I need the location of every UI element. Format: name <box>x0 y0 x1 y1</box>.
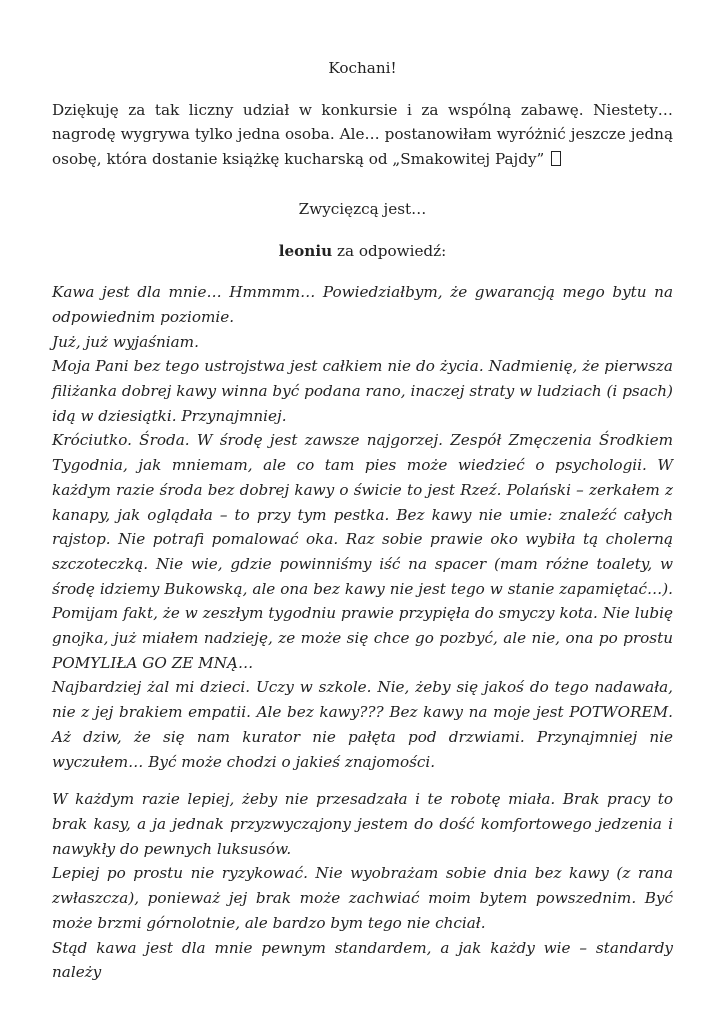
intro-paragraph <box>52 98 673 172</box>
greeting: Kochani! <box>328 59 397 77</box>
winner-line <box>52 239 673 264</box>
winner-name: leoniu <box>278 241 333 260</box>
answer-paragraph: Stąd kawa jest dla mnie pewnym standardem, a jak każdy wie – standardy należy <box>52 938 673 982</box>
answer-paragraph: Najbardziej żal mi dzieci. Uczy w szkole. Nie, żeby się jakoś do tego nadawała, nie z jej brakiem empatii. Ale bez kawy??? Bez kawy na moje jest POTWOREM. Aż dziw, że się nam kurator nie pałęta pod drzwiami. Przynajmniej nie wyczułem… Być może chodzi o jakieś znajomości. <box>52 678 673 771</box>
answer-paragraph: Kawa jest dla mnie… Hmmmm… Powiedziałbym, że gwarancją mego bytu na odpowiednim poziomie. <box>52 283 673 326</box>
answer-paragraph: W każdym razie lepiej, żeby nie przesadzała i te robotę miała. Brak pracy to brak kasy, a ja jednak przyzwyczajony jestem do dość komfortowego jedzenia i nawykły do pewnych luksusów. <box>52 790 673 858</box>
answer-paragraph: Już, już wyjaśniam. <box>52 332 199 351</box>
answer-block-1 <box>52 280 673 774</box>
answer-paragraph: Moja Pani bez tego ustrojstwa jest całkiem nie do życia. Nadmienię, że pierwsza filiżanka dobrej kawy winna być podana rano, inaczej straty w ludziach (i psach) idą w dziesiątki. Przynajmniej. <box>52 357 673 425</box>
winner-intro: Zwycięzcą jest… <box>298 199 427 218</box>
missing-glyph-icon <box>551 151 561 166</box>
answer-paragraph: Króciutko. Środa. W środę jest zawsze najgorzej. Zespół Zmęczenia Środkiem Tygodnia, jak mniemam, ale co tam pies może wiedzieć o psychologii. W każdym razie środa bez dobrej kawy o świcie to jest Rzeź. Polański – zerkałem z kanapy, jak oglądała – to przy tym pestka. Bez kawy nie umie: znaleźć całych rajstop. Nie potrafi pomalować oka. Raz sobie prawie oko wybiła tą cholerną szczoteczką. Nie wie, gdzie powinniśmy iść na spacer (mam różne toalety, w środę idziemy Bukowską, ale ona bez kawy nie jest tego w stanie zapamiętać…). Pomijam fakt, że w zeszłym tygodniu prawie przypięła do smyczy kota. Nie lubię gnojka, już miałem nadzieję, ze może się chce go pozbyć, ale nie, ona po prostu POMYLIŁA GO ZE MNĄ… <box>52 431 673 672</box>
answer-paragraph: Lepiej po prostu nie ryzykować. Nie wyobrażam sobie dnia bez kawy (z rana zwłaszcza), ponieważ jej brak może zachwiać moim bytem powszednim. Być może brzmi górnolotnie, ale bardzo bym tego nie chciał. <box>52 864 673 932</box>
intro-text: Dziękuję za tak liczny udział w konkursie i za wspólną zabawę. Niestety… nagrodę wygrywa tylko jedna osoba. Ale… postanowiłam wyróżnić jeszcze jedną osobę, która dostanie książkę kucharską od „Smakowitej Pajdy” <box>52 100 673 169</box>
answer-block-2 <box>52 787 673 985</box>
winner-suffix: za odpowiedź: <box>332 241 447 260</box>
